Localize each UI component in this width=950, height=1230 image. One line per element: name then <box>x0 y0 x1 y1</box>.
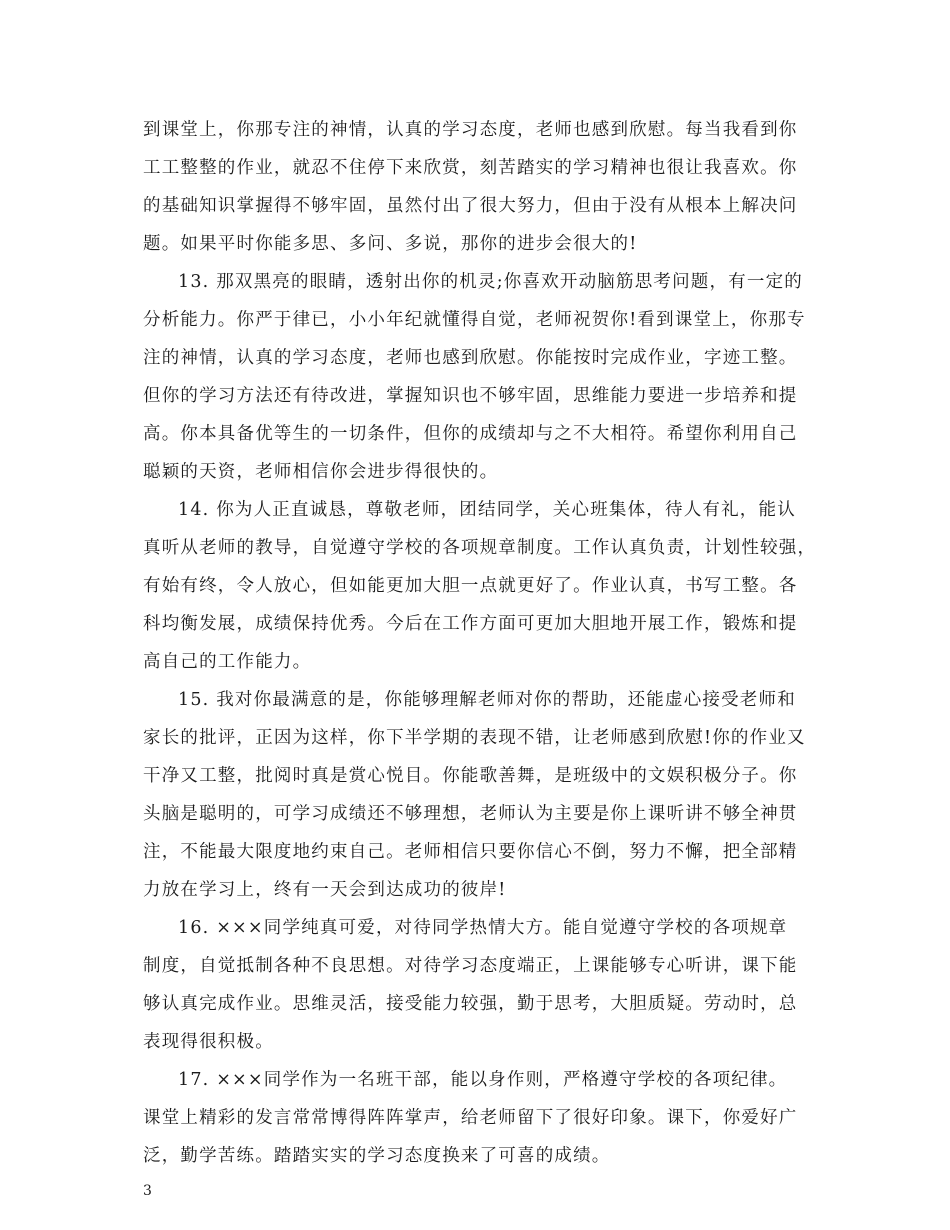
paragraph-17-start: 17. ×××同学作为一名班干部，能以身作则，严格遵守学校的各项纪律。 <box>178 1070 788 1090</box>
text-line: 工工整整的作业，就忍不住停下来欣赏，刻苦踏实的学习精神也很让我喜欢。你 <box>143 158 798 178</box>
text-line: 题。如果平时你能多思、多问、多说，那你的进步会很大的! <box>143 234 638 254</box>
paragraph-16-start: 16. ×××同学纯真可爱，对待同学热情大方。能自觉遵守学校的各项规章 <box>178 918 788 938</box>
text-line: 头脑是聪明的，可学习成绩还不够理想，老师认为主要是你上课听讲不够全神贯 <box>143 804 798 824</box>
text-line: 聪颖的天资，老师相信你会进步得很快的。 <box>143 462 499 482</box>
text-line: 注的神情，认真的学习态度，老师也感到欣慰。你能按时完成作业，字迹工整。 <box>143 348 798 368</box>
text-line: 表现得很积极。 <box>143 1032 274 1052</box>
text-line: 课堂上精彩的发言常常博得阵阵掌声，给老师留下了很好印象。课下，你爱好广 <box>143 1108 798 1128</box>
text-line: 有始有终，令人放心，但如能更加大胆一点就更好了。作业认真，书写工整。各 <box>143 576 798 596</box>
text-line: 分析能力。你严于律已，小小年纪就懂得自觉，老师祝贺你!看到课堂上，你那专 <box>143 310 806 330</box>
text-line: 的基础知识掌握得不够牢固，虽然付出了很大努力，但由于没有从根本上解决问 <box>143 196 798 216</box>
text-line: 科均衡发展，成绩保持优秀。今后在工作方面可更加大胆地开展工作，锻炼和提 <box>143 614 798 634</box>
page-number: 3 <box>143 1183 152 1199</box>
text-line: 但你的学习方法还有待改进，掌握知识也不够牢固，思维能力要进一步培养和提 <box>143 386 798 406</box>
paragraph-13-start: 13. 那双黑亮的眼睛，透射出你的机灵;你喜欢开动脑筋思考问题，有一定的 <box>178 272 803 292</box>
text-line: 制度，自觉抵制各种不良思想。对待学习态度端正，上课能够专心听讲，课下能 <box>143 956 798 976</box>
text-line: 力放在学习上，终有一天会到达成功的彼岸! <box>143 880 507 900</box>
text-line: 泛，勤学苦练。踏踏实实的学习态度换来了可喜的成绩。 <box>143 1146 611 1166</box>
text-line: 家长的批评，正因为这样，你下半学期的表现不错，让老师感到欣慰!你的作业又 <box>143 728 806 748</box>
paragraph-15-start: 15. 我对你最满意的是，你能够理解老师对你的帮助，还能虚心接受老师和 <box>178 690 796 710</box>
text-line: 高。你本具备优等生的一切条件，但你的成绩却与之不大相符。希望你利用自己 <box>143 424 798 444</box>
text-line: 注，不能最大限度地约束自己。老师相信只要你信心不倒，努力不懈，把全部精 <box>143 842 798 862</box>
text-line: 高自己的工作能力。 <box>143 652 312 672</box>
text-line: 够认真完成作业。思维灵活，接受能力较强，勤于思考，大胆质疑。劳动时，总 <box>143 994 798 1014</box>
paragraph-14-start: 14. 你为人正直诚恳，尊敬老师，团结同学，关心班集体，待人有礼，能认 <box>178 500 796 520</box>
text-line: 真听从老师的教导，自觉遵守学校的各项规章制度。工作认真负责，计划性较强， <box>143 538 817 558</box>
text-line: 到课堂上，你那专注的神情，认真的学习态度，老师也感到欣慰。每当我看到你 <box>143 120 798 140</box>
text-line: 干净又工整，批阅时真是赏心悦目。你能歌善舞，是班级中的文娱积极分子。你 <box>143 766 798 786</box>
